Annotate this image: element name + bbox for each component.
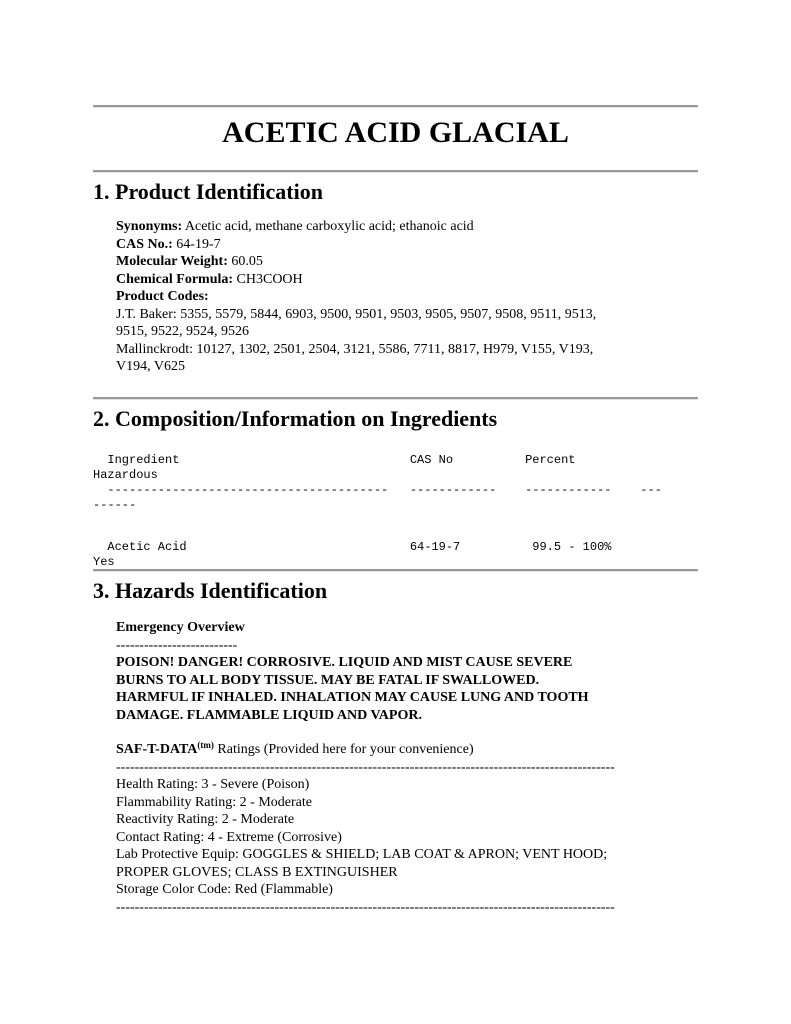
ratings-top-separator: ----------------------------------------------------------------------------------------------------------- bbox=[116, 759, 615, 775]
rating-line: Contact Rating: 4 - Extreme (Corrosive) bbox=[116, 829, 342, 845]
molecular-weight-line bbox=[116, 253, 676, 271]
product-codes-mallinckrodt-line2: V194, V625 bbox=[116, 359, 185, 374]
rating-line: Reactivity Rating: 2 - Moderate bbox=[116, 812, 295, 827]
emergency-overview-label: Emergency Overview bbox=[116, 620, 245, 635]
section2-divider bbox=[93, 397, 698, 400]
chemical-formula-value: CH3COOH bbox=[233, 271, 303, 287]
saf-t-data-block bbox=[116, 741, 676, 916]
title-top-divider bbox=[93, 105, 698, 108]
section2-heading: 2. Composition/Information on Ingredients bbox=[93, 406, 498, 431]
product-codes-label: Product Codes: bbox=[116, 289, 209, 304]
section3-divider bbox=[93, 569, 698, 572]
product-codes-baker-line1: J.T. Baker: 5355, 5579, 5844, 6903, 9500, 9501, 9503, 9505, 9507, 9508, 9511, 9513, bbox=[116, 306, 597, 322]
molecular-weight-value: 60.05 bbox=[227, 254, 263, 269]
ingredients-table bbox=[93, 438, 662, 600]
warning-line: BURNS TO ALL BODY TISSUE. MAY BE FATAL IF SWALLOWED. bbox=[116, 672, 540, 688]
warning-line: DAMAGE. FLAMMABLE LIQUID AND VAPOR. bbox=[116, 707, 422, 723]
rating-line: Storage Color Code: Red (Flammable) bbox=[116, 882, 333, 897]
saf-t-data-description: Ratings (Provided here for your convenience) bbox=[213, 742, 474, 757]
cas-line bbox=[116, 236, 676, 254]
table-line: ------ bbox=[93, 498, 137, 512]
document-title: ACETIC ACID GLACIAL bbox=[222, 116, 569, 149]
hazards-block bbox=[116, 619, 676, 724]
rating-line: Flammability Rating: 2 - Moderate bbox=[116, 794, 312, 810]
table-line: Yes bbox=[93, 555, 115, 569]
cas-label: CAS No.: bbox=[116, 236, 173, 252]
synonyms-value: Acetic acid, methane carboxylic acid; ethanoic acid bbox=[182, 219, 474, 234]
synonyms-label: Synonyms: bbox=[116, 219, 183, 234]
rating-line: Health Rating: 3 - Severe (Poison) bbox=[116, 777, 310, 792]
table-line bbox=[93, 528, 662, 540]
product-codes-baker-line2: 9515, 9522, 9524, 9526 bbox=[116, 324, 249, 339]
table-line: Ingredient CAS No Percent bbox=[93, 453, 576, 467]
product-identification-block bbox=[116, 218, 676, 376]
rating-line: Lab Protective Equip: GOGGLES & SHIELD; LAB COAT & APRON; VENT HOOD; bbox=[116, 847, 608, 862]
section3-heading: 3. Hazards Identification bbox=[93, 578, 328, 603]
ratings-bottom-separator: ----------------------------------------------------------------------------------------------------------- bbox=[116, 899, 615, 915]
section1-divider bbox=[93, 170, 698, 173]
chemical-formula-label: Chemical Formula: bbox=[116, 271, 234, 287]
table-line: Acetic Acid 64-19-7 99.5 - 100% bbox=[93, 540, 612, 554]
product-codes-mallinckrodt-line1: Mallinckrodt: 10127, 1302, 2501, 2504, 3121, 5586, 7711, 8817, H979, V155, V193, bbox=[116, 341, 594, 357]
chemical-formula-line bbox=[116, 271, 676, 289]
synonyms-line bbox=[116, 218, 676, 236]
table-line: Hazardous bbox=[93, 468, 158, 482]
table-line: --------------------------------------- ------------ ------------ --- bbox=[93, 483, 662, 497]
cas-value: 64-19-7 bbox=[172, 236, 221, 252]
warning-line: HARMFUL IF INHALED. INHALATION MAY CAUSE LUNG AND TOOTH bbox=[116, 690, 589, 705]
section1-heading: 1. Product Identification bbox=[93, 179, 323, 204]
warning-line: POISON! DANGER! CORROSIVE. LIQUID AND MIST CAUSE SEVERE bbox=[116, 655, 573, 670]
table-line bbox=[93, 513, 662, 528]
molecular-weight-label: Molecular Weight: bbox=[116, 254, 228, 269]
saf-t-data-label: SAF-T-DATA bbox=[116, 742, 198, 757]
saf-t-data-heading bbox=[116, 741, 676, 759]
trademark-mark: (tm) bbox=[197, 740, 214, 750]
emergency-overview-underline: -------------------------- bbox=[116, 637, 238, 653]
rating-line: PROPER GLOVES; CLASS B EXTINGUISHER bbox=[116, 864, 398, 880]
